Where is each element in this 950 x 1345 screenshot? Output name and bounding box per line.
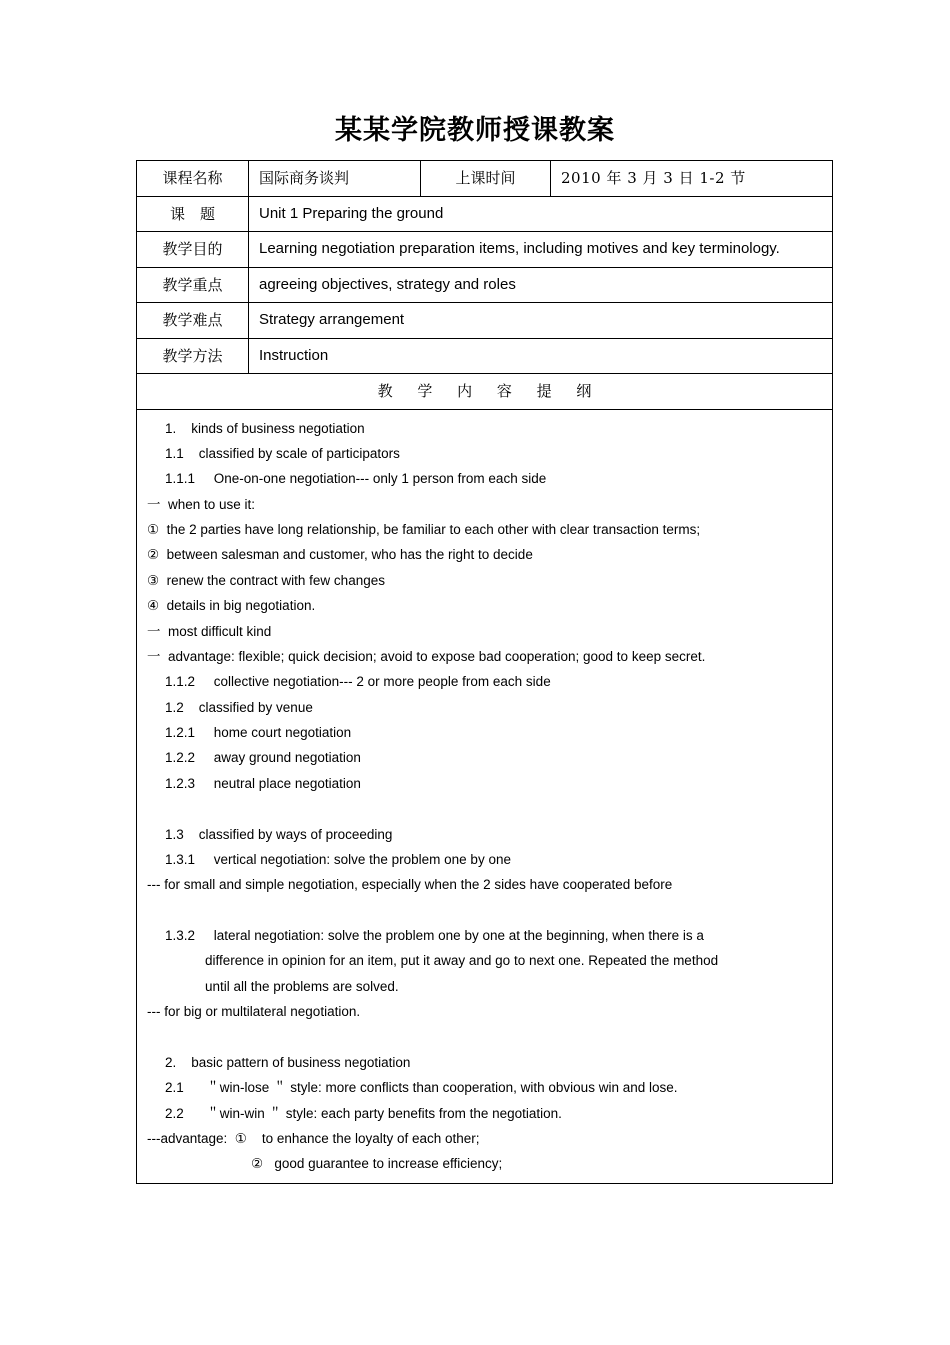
topic-value: Unit 1 Preparing the ground <box>249 196 833 232</box>
content-line: 2.2 ＂win-win ＂ style: each party benefits from the negotiation. <box>165 1105 562 1121</box>
content-line: 1.2 classified by venue <box>165 699 313 715</box>
page-title: 某某学院教师授课教案 <box>335 115 615 146</box>
content-line: ① the 2 parties have long relationship, be familiar to each other with clear transaction terms; <box>147 522 701 537</box>
table-row <box>137 409 833 1183</box>
objective-label: 教学目的 <box>137 232 249 268</box>
content-line: ---advantage: ① to enhance the loyalty of each other; <box>147 1131 480 1146</box>
content-line: ② good guarantee to increase efficiency; <box>251 1156 503 1172</box>
table-row <box>137 374 833 410</box>
content-line <box>147 1025 822 1050</box>
class-time-label: 上课时间 <box>421 161 551 197</box>
content-line: 1.3 classified by ways of proceeding <box>165 826 393 842</box>
class-time-value: 2010 年 3 月 3 日 1-2 节 <box>551 161 833 197</box>
content-line: ② between salesman and customer, who has the right to decide <box>147 547 533 563</box>
content-line: 1.1 classified by scale of participators <box>165 445 400 461</box>
content-line: 1. kinds of business negotiation <box>165 420 365 436</box>
content-line: ④ details in big negotiation. <box>147 598 316 614</box>
table-row <box>137 161 833 197</box>
content-line: --- for small and simple negotiation, especially when the 2 sides have cooperated before <box>147 877 673 893</box>
table-row <box>137 267 833 303</box>
content-line: 1.2.1 home court negotiation <box>165 725 352 740</box>
content-line: until all the problems are solved. <box>205 978 399 994</box>
table-row <box>137 338 833 374</box>
content-line: 1.3.2 lateral negotiation: solve the problem one by one at the beginning, when there is a <box>165 928 704 943</box>
content-line: 一 when to use it: <box>147 496 256 512</box>
key-point-value: agreeing objectives, strategy and roles <box>249 267 833 303</box>
method-label: 教学方法 <box>137 338 249 374</box>
table-row <box>137 303 833 339</box>
content-line <box>147 898 822 923</box>
course-name-label: 课程名称 <box>137 161 249 197</box>
content-line: 2. basic pattern of business negotiation <box>165 1054 411 1070</box>
content-outline-list <box>147 416 822 1177</box>
table-row <box>137 232 833 268</box>
course-name-value: 国际商务谈判 <box>249 161 421 197</box>
content-outline-cell <box>137 409 833 1183</box>
content-line: 1.2.2 away ground negotiation <box>165 750 361 766</box>
table-row <box>137 196 833 232</box>
content-line: difference in opinion for an item, put it away and go to next one. Repeated the method <box>205 953 719 969</box>
content-outline-heading: 教 学 内 容 提 纲 <box>137 374 833 410</box>
topic-label: 课 题 <box>137 196 249 232</box>
content-line: --- for big or multilateral negotiation. <box>147 1004 361 1020</box>
content-line: 1.2.3 neutral place negotiation <box>165 775 361 791</box>
content-line: 1.1.1 One-on-one negotiation--- only 1 person from each side <box>165 471 547 487</box>
method-value: Instruction <box>249 338 833 374</box>
lesson-plan-table <box>136 160 833 1184</box>
difficulty-label: 教学难点 <box>137 303 249 339</box>
key-point-label: 教学重点 <box>137 267 249 303</box>
content-line: 2.1 ＂win-lose ＂ style: more conflicts than cooperation, with obvious win and lose. <box>165 1080 678 1096</box>
difficulty-value: Strategy arrangement <box>249 303 833 339</box>
content-line: ③ renew the contract with few changes <box>147 572 385 588</box>
content-line <box>147 796 822 821</box>
content-line: 一 most difficult kind <box>147 623 272 639</box>
content-line: 1.1.2 collective negotiation--- 2 or more people from each side <box>165 674 551 690</box>
content-line: 1.3.1 vertical negotiation: solve the problem one by one <box>165 851 511 867</box>
content-line: 一 advantage: flexible; quick decision; avoid to expose bad cooperation; good to keep secret. <box>147 648 706 664</box>
objective-value: Learning negotiation preparation items, including motives and key terminology. <box>249 232 833 268</box>
